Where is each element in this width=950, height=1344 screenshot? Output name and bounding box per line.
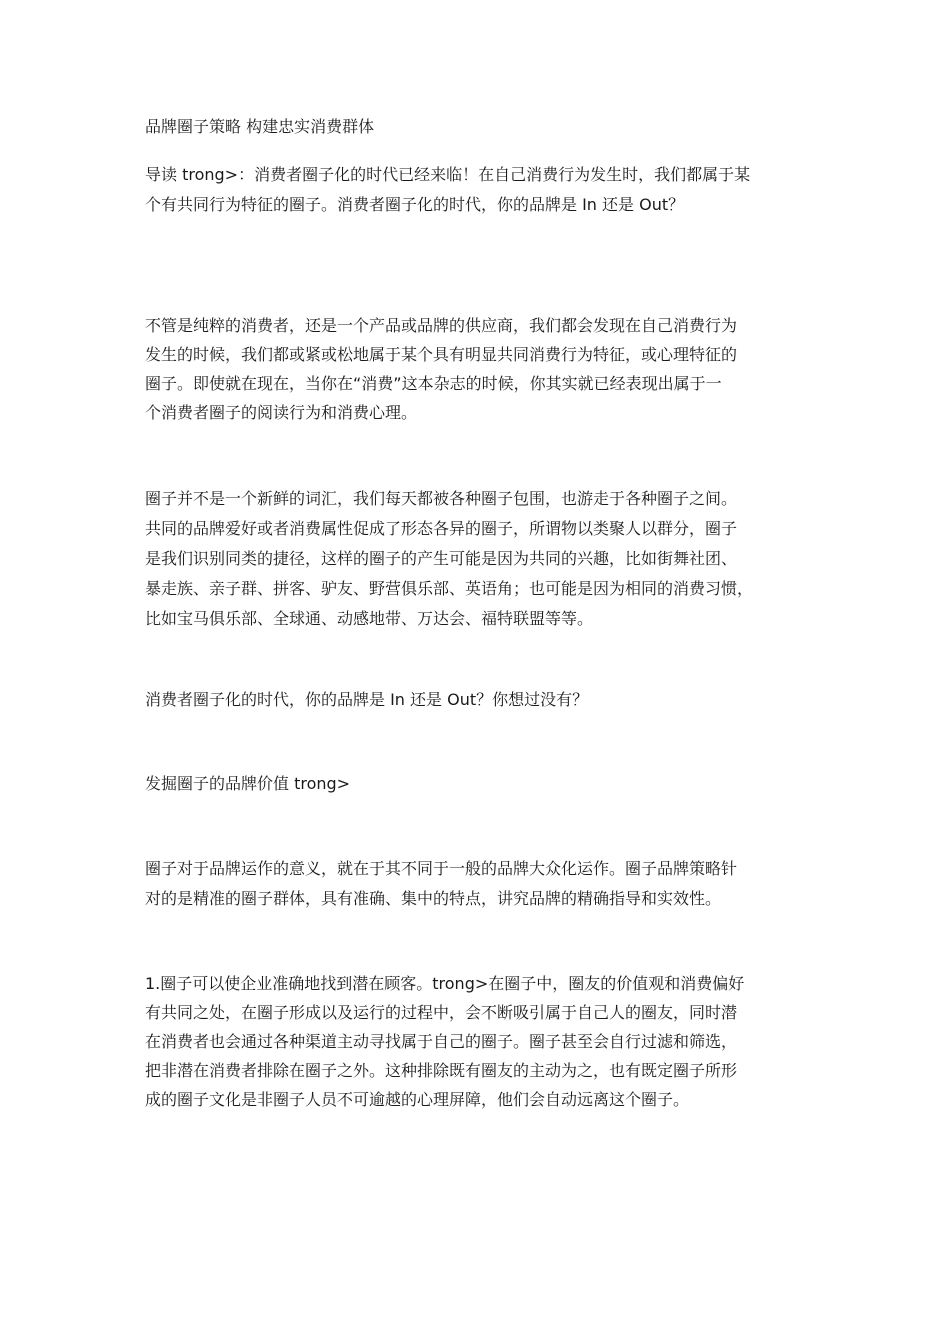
paragraph-line: 共同的品牌爱好或者消费属性促成了形态各异的圈子，所谓物以类聚人以群分，圈子 (145, 519, 738, 538)
paragraph-line: 消费者圈子化的时代，你的品牌是 In 还是 Out？你想过没有？ (145, 690, 589, 709)
body-paragraph-5 (145, 969, 835, 1114)
body-paragraph-2 (145, 484, 835, 634)
body-paragraph-1 (145, 311, 835, 427)
paragraph-line: 个消费者圈子的阅读行为和消费心理。 (145, 403, 418, 422)
paragraph-line: 圈子。即使就在现在，当你在“消费”这本杂志的时候，你其实就已经表现出属于一 (145, 374, 722, 393)
paragraph-line: 1.圈子可以使企业准确地找到潜在顾客。trong>在圈子中，圈友的价值观和消费偏好 (145, 974, 745, 993)
paragraph-line: 把非潜在消费者排除在圈子之外。这种排除既有圈友的主动为之，也有既定圈子所形 (145, 1061, 738, 1080)
paragraph-line: 圈子并不是一个新鲜的词汇，我们每天都被各种圈子包围，也游走于各种圈子之间。 (145, 489, 738, 508)
paragraph-line: 是我们识别同类的捷径，这样的圈子的产生可能是因为共同的兴趣，比如街舞社团、 (145, 549, 738, 568)
intro-line: 个有共同行为特征的圈子。消费者圈子化的时代，你的品牌是 In 还是 Out？ (145, 195, 685, 214)
paragraph-line: 圈子对于品牌运作的意义，就在于其不同于一般的品牌大众化运作。圈子品牌策略针 (145, 859, 738, 878)
paragraph-line: 有共同之处，在圈子形成以及运行的过程中，会不断吸引属于自己人的圈友，同时潜 (145, 1003, 738, 1022)
intro-paragraph (145, 160, 835, 220)
intro-line: 导读 trong>：消费者圈子化的时代已经来临！在自己消费行为发生时，我们都属于某 (145, 165, 751, 184)
paragraph-line: 不管是纯粹的消费者，还是一个产品或品牌的供应商，我们都会发现在自己消费行为 (145, 316, 738, 335)
title-line: 品牌圈子策略 构建忠实消费群体 (145, 117, 375, 136)
paragraph-line: 在消费者也会通过各种渠道主动寻找属于自己的圈子。圈子甚至会自行过滤和筛选， (145, 1032, 738, 1051)
paragraph-line: 发生的时候，我们都或紧或松地属于某个具有明显共同消费行为特征，或心理特征的 (145, 345, 738, 364)
heading-line: 发掘圈子的品牌价值 trong> (145, 774, 351, 793)
paragraph-line: 成的圈子文化是非圈子人员不可逾越的心理屏障，他们会自动远离这个圈子。 (145, 1090, 690, 1109)
document-title (145, 114, 835, 140)
paragraph-line: 暴走族、亲子群、拼客、驴友、野营俱乐部、英语角；也可能是因为相同的消费习惯， (145, 579, 754, 598)
paragraph-line: 比如宝马俱乐部、全球通、动感地带、万达会、福特联盟等等。 (145, 609, 594, 628)
body-paragraph-4 (145, 854, 835, 914)
section-heading (145, 771, 835, 797)
paragraph-line: 对的是精准的圈子群体，具有准确、集中的特点，讲究品牌的精确指导和实效性。 (145, 889, 722, 908)
body-paragraph-3 (145, 687, 835, 713)
